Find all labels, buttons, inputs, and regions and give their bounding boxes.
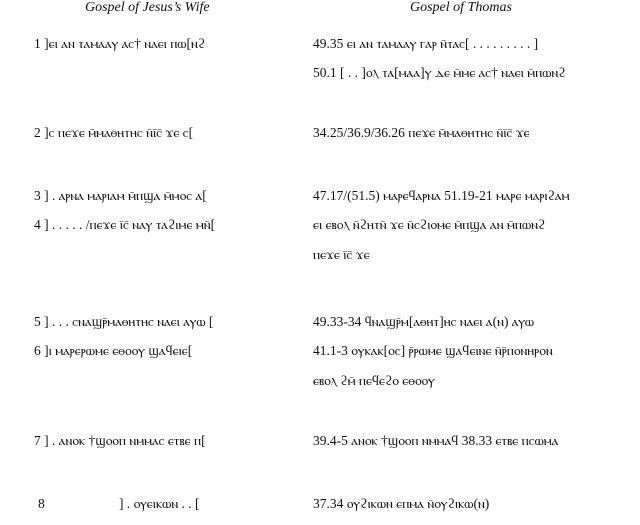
right-line-10: 39.4-5 ⲁⲛⲟⲕ †ϣⲟⲟⲡ ⲛⲙⲙⲁϥ 38.33 ⲉⲧⲃⲉ ⲡⲥⲱⲙⲁ [313,433,559,448]
left-line-8-text: ] . ⲟⲩⲉⲓⲕⲱⲛ . . [ [119,496,200,511]
right-line-4: 47.17/(51.5) ⲙⲁⲣⲉϥⲁⲣⲛⲁ 51.19-21 ⲙⲁⲣⲉ ⲙⲁⲣⲓϩⲁⲙ [313,188,570,203]
left-column-header: Gospel of Jesus’s Wife [85,0,210,15]
right-line-8: 41.1-3 ⲟⲩⲕⲁⲕ[ⲟⲥ] ⲣ̄ⲣⲱⲙⲉ ϣⲁϥⲉⲓⲛⲉ ⲛ̄ⲣ̄ⲡⲟⲛⲏⲣⲟⲛ [313,343,553,358]
left-line-5: 5 ] . . . ⲥⲛⲁϣⲣ̄ⲙⲁⲑⲏⲧⲏⲥ ⲛⲁⲉⲓ ⲁⲩⲱ [ [34,314,214,329]
left-line-8-number: 8 [38,496,45,511]
left-line-3: 3 ] . ⲁⲣⲛⲁ ⲙⲁⲣⲓⲁⲙ ⲙ̄ⲡϣⲁ ⲙ̄ⲙⲟⲥ ⲁ[ [34,188,207,203]
right-line-2: 50.1 [ . . ]ⲟⲗ ⲧⲁ[ⲙⲁⲁ]ⲩ ⲇⲉ ⲙ̄ⲙⲉ ⲁⲥ† ⲛⲁⲉⲓ ⲙ̄ⲡⲱⲛϩ [313,65,566,80]
right-line-7: 49.33-34 ϥⲛⲁϣⲣ̄ⲙ[ⲁⲑⲏⲧ]ⲏⲥ ⲛⲁⲉⲓ ⲁ(ⲛ) ⲁⲩⲱ [313,314,535,329]
right-line-5: ⲉⲓ ⲉⲃⲟⲗ ⲛ̄ϩⲏⲧⲛ̄ ϫⲉ ⲛ̄ⲥϩⲓⲟⲙⲉ ⲙ̄ⲡϣⲁ ⲁⲛ ⲙ̄ⲡⲱⲛϩ [313,217,546,232]
right-line-1: 49.35 ⲉⲓ ⲁⲛ ⲧⲁⲙⲁⲁⲩ ⲅⲁⲣ ⲛ̄ⲧⲁⲥ[ . . . . . . . . . ] [313,36,539,51]
right-line-9: ⲉⲃⲟⲗ ϩⲙ̄ ⲡⲉϥⲉϩⲟ ⲉⲑⲟⲟⲩ [313,373,435,388]
right-line-3: 34.25/36.9/36.26 ⲡⲉϫⲉ ⲙ̄ⲙⲁⲑⲏⲧⲏⲥ ⲛ̄ⲓ̄ⲥ̄ ϫⲉ [313,125,530,140]
left-line-1: 1 ]ⲉⲓ ⲁⲛ ⲧⲁⲙⲁⲁⲩ ⲁⲥ† ⲛⲁⲉⲓ ⲡⲱ[ⲛϩ [34,36,206,51]
left-line-7: 7 ] . ⲁⲛⲟⲕ †ϣⲟⲟⲡ ⲛⲙⲙⲁⲥ ⲉⲧⲃⲉ ⲡ[ [34,433,206,448]
left-line-4: 4 ] . . . . . /ⲡⲉϫⲉ ⲓ̄ⲥ̄ ⲛⲁⲩ ⲧⲁϩⲓⲙⲉ ⲙⲛ̄[ [34,217,216,232]
right-column-header: Gospel of Thomas [410,0,512,15]
right-line-6: ⲡⲉϫⲉ ⲓ̄ⲥ̄ ϫⲉ [313,247,370,262]
left-line-2: 2 ]ⲥ ⲡⲉϫⲉ ⲙ̄ⲙⲁⲑⲏⲧⲏⲥ ⲛ̄ⲓ̄ⲥ̄ ϫⲉ ⲥ[ [34,125,194,140]
right-line-11: 37.34 ⲟⲩϩⲓⲕⲱⲛ ⲉⲡⲙⲁ ⲛ̄ⲟⲩϩⲓⲕⲱ(ⲛ) [313,496,490,511]
left-line-6: 6 ]ⲓ ⲙⲁⲣⲉⲣⲱⲙⲉ ⲉⲑⲟⲟⲩ ϣⲁϥⲉⲓⲉ[ [34,343,193,358]
